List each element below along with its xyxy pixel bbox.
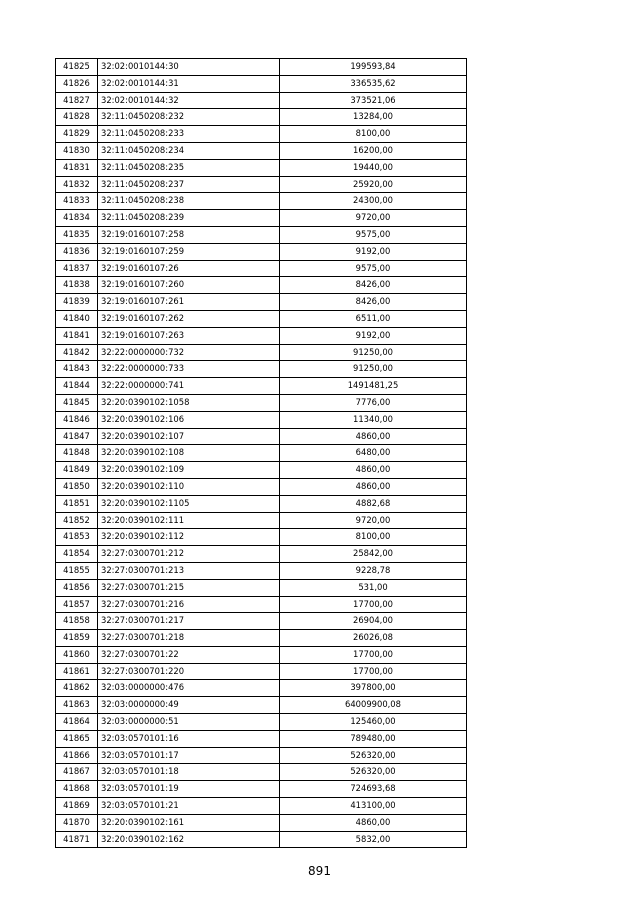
row-number-cell: 41869 (56, 798, 98, 815)
table-row (56, 59, 467, 76)
row-number-cell: 41854 (56, 546, 98, 563)
row-number-cell: 41867 (56, 764, 98, 781)
cadastral-number-cell: 32:22:0000000:733 (98, 361, 280, 378)
row-number-cell: 41830 (56, 142, 98, 159)
row-number-cell: 41841 (56, 327, 98, 344)
value-cell: 64009900,08 (280, 697, 467, 714)
row-number-cell: 41843 (56, 361, 98, 378)
value-cell: 19440,00 (280, 159, 467, 176)
cadastral-number-cell: 32:11:0450208:238 (98, 193, 280, 210)
table-row (56, 361, 467, 378)
row-number-cell: 41860 (56, 646, 98, 663)
row-number-cell: 41833 (56, 193, 98, 210)
value-cell: 5832,00 (280, 831, 467, 848)
cadastral-number-cell: 32:20:0390102:108 (98, 445, 280, 462)
table-row (56, 781, 467, 798)
row-number-cell: 41858 (56, 613, 98, 630)
cadastral-number-cell: 32:27:0300701:216 (98, 596, 280, 613)
table-row (56, 613, 467, 630)
row-number-cell: 41853 (56, 529, 98, 546)
cadastral-number-cell: 32:22:0000000:741 (98, 378, 280, 395)
value-cell: 789480,00 (280, 730, 467, 747)
data-table (55, 58, 467, 848)
value-cell: 6511,00 (280, 310, 467, 327)
row-number-cell: 41863 (56, 697, 98, 714)
row-number-cell: 41845 (56, 394, 98, 411)
cadastral-number-cell: 32:19:0160107:26 (98, 260, 280, 277)
value-cell: 11340,00 (280, 411, 467, 428)
value-cell: 9575,00 (280, 226, 467, 243)
cadastral-number-cell: 32:03:0570101:21 (98, 798, 280, 815)
cadastral-number-cell: 32:11:0450208:235 (98, 159, 280, 176)
table-row (56, 243, 467, 260)
row-number-cell: 41852 (56, 512, 98, 529)
value-cell: 1491481,25 (280, 378, 467, 395)
row-number-cell: 41828 (56, 109, 98, 126)
row-number-cell: 41838 (56, 277, 98, 294)
value-cell: 13284,00 (280, 109, 467, 126)
cadastral-number-cell: 32:20:0390102:107 (98, 428, 280, 445)
value-cell: 199593,84 (280, 59, 467, 76)
row-number-cell: 41829 (56, 126, 98, 143)
cadastral-number-cell: 32:11:0450208:237 (98, 176, 280, 193)
row-number-cell: 41851 (56, 495, 98, 512)
value-cell: 4860,00 (280, 814, 467, 831)
cadastral-number-cell: 32:03:0570101:17 (98, 747, 280, 764)
value-cell: 25842,00 (280, 546, 467, 563)
table-row (56, 529, 467, 546)
value-cell: 4860,00 (280, 462, 467, 479)
table-row (56, 445, 467, 462)
cadastral-number-cell: 32:20:0390102:112 (98, 529, 280, 546)
value-cell: 9192,00 (280, 327, 467, 344)
table-row (56, 159, 467, 176)
row-number-cell: 41862 (56, 680, 98, 697)
table-row (56, 92, 467, 109)
value-cell: 9228,78 (280, 562, 467, 579)
value-cell: 373521,06 (280, 92, 467, 109)
value-cell: 8100,00 (280, 529, 467, 546)
row-number-cell: 41826 (56, 75, 98, 92)
value-cell: 336535,62 (280, 75, 467, 92)
value-cell: 17700,00 (280, 646, 467, 663)
cadastral-number-cell: 32:22:0000000:732 (98, 344, 280, 361)
table-row (56, 344, 467, 361)
row-number-cell: 41864 (56, 714, 98, 731)
table-row (56, 814, 467, 831)
table-row (56, 294, 467, 311)
row-number-cell: 41839 (56, 294, 98, 311)
value-cell: 17700,00 (280, 663, 467, 680)
table-row (56, 579, 467, 596)
cadastral-number-cell: 32:03:0570101:16 (98, 730, 280, 747)
cadastral-number-cell: 32:20:0390102:1105 (98, 495, 280, 512)
value-cell: 26026,08 (280, 630, 467, 647)
row-number-cell: 41825 (56, 59, 98, 76)
cadastral-number-cell: 32:02:0010144:31 (98, 75, 280, 92)
cadastral-number-cell: 32:19:0160107:259 (98, 243, 280, 260)
row-number-cell: 41859 (56, 630, 98, 647)
table-row (56, 831, 467, 848)
cadastral-number-cell: 32:20:0390102:110 (98, 478, 280, 495)
cadastral-number-cell: 32:20:0390102:111 (98, 512, 280, 529)
cadastral-number-cell: 32:27:0300701:213 (98, 562, 280, 579)
row-number-cell: 41837 (56, 260, 98, 277)
page-number: 891 (308, 864, 331, 878)
row-number-cell: 41846 (56, 411, 98, 428)
row-number-cell: 41840 (56, 310, 98, 327)
row-number-cell: 41866 (56, 747, 98, 764)
row-number-cell: 41831 (56, 159, 98, 176)
table-row (56, 210, 467, 227)
table-row (56, 277, 467, 294)
table-row (56, 126, 467, 143)
row-number-cell: 41870 (56, 814, 98, 831)
value-cell: 6480,00 (280, 445, 467, 462)
cadastral-number-cell: 32:02:0010144:32 (98, 92, 280, 109)
value-cell: 17700,00 (280, 596, 467, 613)
cadastral-number-cell: 32:27:0300701:217 (98, 613, 280, 630)
row-number-cell: 41868 (56, 781, 98, 798)
value-cell: 526320,00 (280, 747, 467, 764)
value-cell: 125460,00 (280, 714, 467, 731)
table-row (56, 193, 467, 210)
table-row (56, 411, 467, 428)
table-row (56, 327, 467, 344)
value-cell: 4860,00 (280, 428, 467, 445)
value-cell: 397800,00 (280, 680, 467, 697)
table-row (56, 562, 467, 579)
cadastral-number-cell: 32:19:0160107:258 (98, 226, 280, 243)
row-number-cell: 41849 (56, 462, 98, 479)
value-cell: 4860,00 (280, 478, 467, 495)
value-cell: 24300,00 (280, 193, 467, 210)
table-row (56, 394, 467, 411)
value-cell: 16200,00 (280, 142, 467, 159)
cadastral-number-cell: 32:27:0300701:22 (98, 646, 280, 663)
value-cell: 9192,00 (280, 243, 467, 260)
table-row (56, 462, 467, 479)
cadastral-number-cell: 32:11:0450208:233 (98, 126, 280, 143)
row-number-cell: 41855 (56, 562, 98, 579)
value-cell: 531,00 (280, 579, 467, 596)
row-number-cell: 41832 (56, 176, 98, 193)
value-cell: 9720,00 (280, 210, 467, 227)
cadastral-number-cell: 32:02:0010144:30 (98, 59, 280, 76)
cadastral-number-cell: 32:20:0390102:1058 (98, 394, 280, 411)
cadastral-number-cell: 32:27:0300701:218 (98, 630, 280, 647)
table-row (56, 260, 467, 277)
table-body (56, 59, 467, 848)
cadastral-number-cell: 32:11:0450208:239 (98, 210, 280, 227)
table-row (56, 478, 467, 495)
cadastral-number-cell: 32:03:0570101:18 (98, 764, 280, 781)
table-row (56, 546, 467, 563)
cadastral-number-cell: 32:19:0160107:261 (98, 294, 280, 311)
cadastral-number-cell: 32:11:0450208:234 (98, 142, 280, 159)
value-cell: 26904,00 (280, 613, 467, 630)
table-row (56, 226, 467, 243)
table-row (56, 714, 467, 731)
value-cell: 4882,68 (280, 495, 467, 512)
table-row (56, 798, 467, 815)
table-row (56, 495, 467, 512)
row-number-cell: 41847 (56, 428, 98, 445)
cadastral-number-cell: 32:11:0450208:232 (98, 109, 280, 126)
row-number-cell: 41842 (56, 344, 98, 361)
table-row (56, 142, 467, 159)
table-row (56, 109, 467, 126)
table-row (56, 596, 467, 613)
row-number-cell: 41850 (56, 478, 98, 495)
cadastral-number-cell: 32:27:0300701:220 (98, 663, 280, 680)
cadastral-number-cell: 32:20:0390102:109 (98, 462, 280, 479)
value-cell: 724693,68 (280, 781, 467, 798)
cadastral-number-cell: 32:03:0000000:49 (98, 697, 280, 714)
row-number-cell: 41857 (56, 596, 98, 613)
cadastral-number-cell: 32:03:0570101:19 (98, 781, 280, 798)
table-row (56, 730, 467, 747)
cadastral-number-cell: 32:20:0390102:162 (98, 831, 280, 848)
cadastral-number-cell: 32:27:0300701:215 (98, 579, 280, 596)
table-row (56, 697, 467, 714)
cadastral-number-cell: 32:03:0000000:476 (98, 680, 280, 697)
value-cell: 91250,00 (280, 344, 467, 361)
cadastral-number-cell: 32:19:0160107:260 (98, 277, 280, 294)
cadastral-number-cell: 32:27:0300701:212 (98, 546, 280, 563)
row-number-cell: 41865 (56, 730, 98, 747)
table-row (56, 663, 467, 680)
row-number-cell: 41861 (56, 663, 98, 680)
table-row (56, 747, 467, 764)
table-row (56, 646, 467, 663)
row-number-cell: 41834 (56, 210, 98, 227)
table-row (56, 512, 467, 529)
value-cell: 7776,00 (280, 394, 467, 411)
value-cell: 8100,00 (280, 126, 467, 143)
table-row (56, 630, 467, 647)
cadastral-number-cell: 32:20:0390102:106 (98, 411, 280, 428)
table-row (56, 310, 467, 327)
value-cell: 8426,00 (280, 277, 467, 294)
cadastral-number-cell: 32:19:0160107:263 (98, 327, 280, 344)
row-number-cell: 41856 (56, 579, 98, 596)
value-cell: 413100,00 (280, 798, 467, 815)
row-number-cell: 41836 (56, 243, 98, 260)
value-cell: 25920,00 (280, 176, 467, 193)
cadastral-number-cell: 32:03:0000000:51 (98, 714, 280, 731)
row-number-cell: 41848 (56, 445, 98, 462)
cadastral-number-cell: 32:19:0160107:262 (98, 310, 280, 327)
value-cell: 9575,00 (280, 260, 467, 277)
row-number-cell: 41844 (56, 378, 98, 395)
value-cell: 91250,00 (280, 361, 467, 378)
row-number-cell: 41871 (56, 831, 98, 848)
table-row (56, 680, 467, 697)
table-row (56, 75, 467, 92)
value-cell: 526320,00 (280, 764, 467, 781)
row-number-cell: 41835 (56, 226, 98, 243)
cadastral-number-cell: 32:20:0390102:161 (98, 814, 280, 831)
table-row (56, 428, 467, 445)
table-row (56, 764, 467, 781)
table-row (56, 176, 467, 193)
value-cell: 9720,00 (280, 512, 467, 529)
row-number-cell: 41827 (56, 92, 98, 109)
table-row (56, 378, 467, 395)
value-cell: 8426,00 (280, 294, 467, 311)
